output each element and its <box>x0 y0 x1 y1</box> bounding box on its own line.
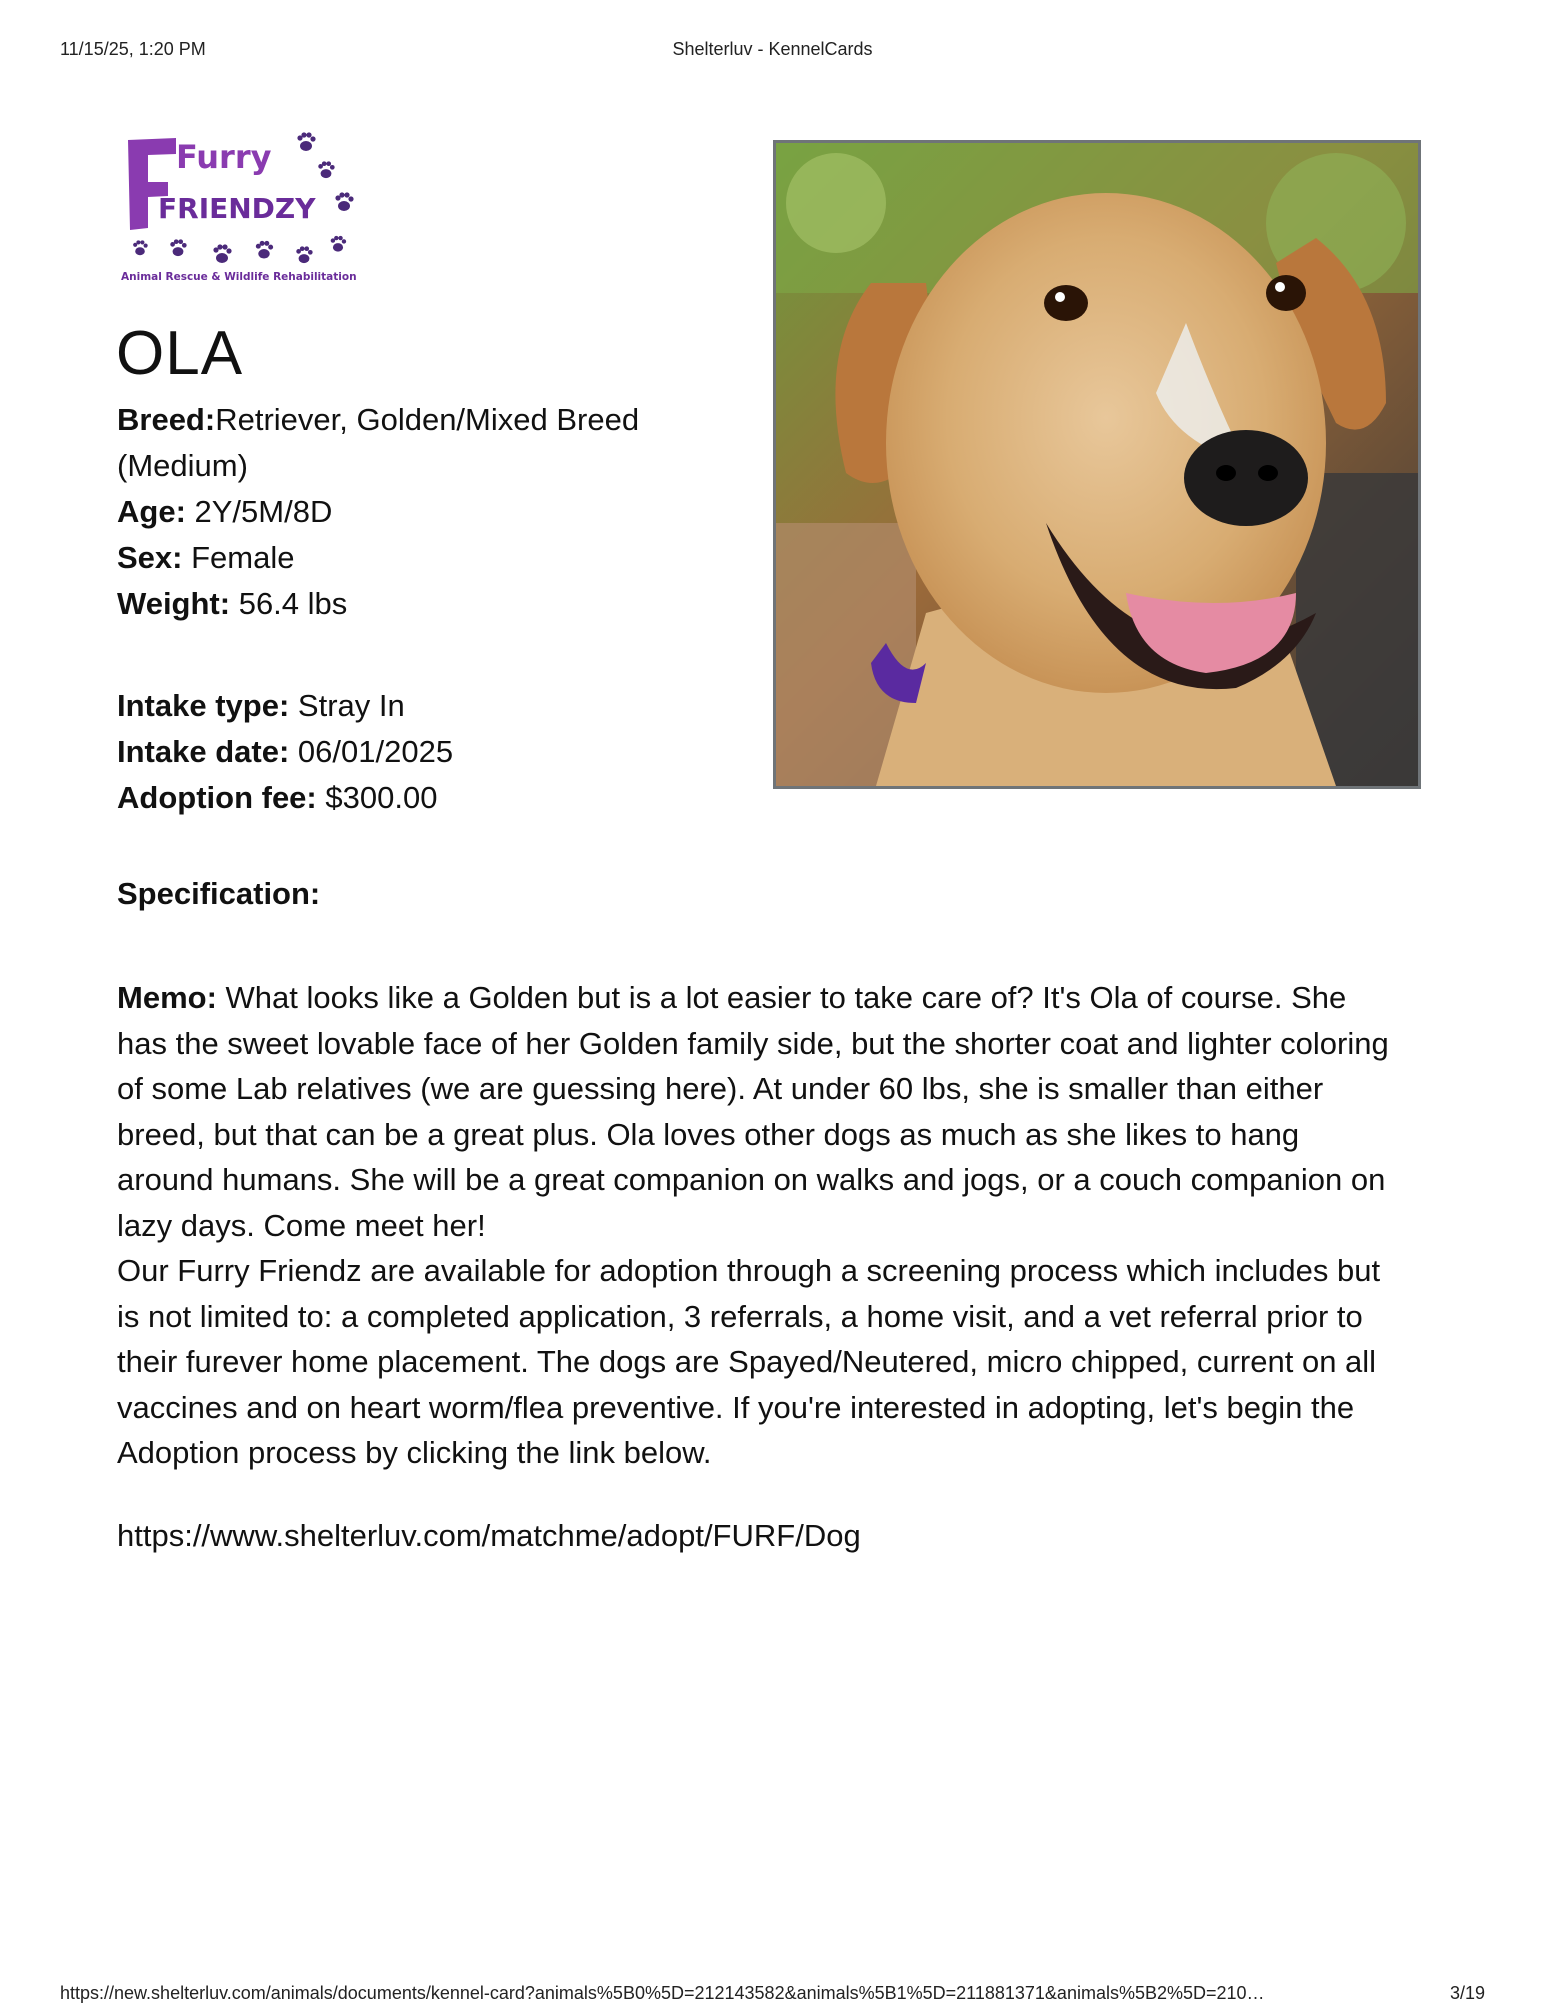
breed-row <box>117 397 677 489</box>
adoption-fee-label: Adoption fee: <box>117 780 317 815</box>
print-datetime: 11/15/25, 1:20 PM <box>60 39 206 59</box>
intake-details <box>117 683 453 821</box>
memo-text-1: What looks like a Golden but is a lot easier to take care of? It's Ola of course. She has the sweet lovable face of her Golden family side, but the shorter coat and lighter coloring of some Lab relatives (we are guessing here). At under 60 lbs, she is smaller than either breed, but that can be a great plus. Ola loves other dogs as much as she likes to hang around humans. She will be a great companion on walks and jogs, or a couch companion on lazy days. Come meet her! <box>117 980 1389 1243</box>
intake-date-value: 06/01/2025 <box>297 734 454 769</box>
intake-type-label: Intake type: <box>117 688 290 723</box>
memo-label: Memo: <box>117 980 217 1015</box>
paw-icon <box>335 192 353 211</box>
intake-date-label: Intake date: <box>117 734 290 769</box>
age-value: 2Y/5M/8D <box>194 494 333 529</box>
age-label: Age: <box>117 494 186 529</box>
print-page-title: Shelterluv - KennelCards <box>672 39 873 59</box>
weight-value: 56.4 lbs <box>238 586 348 621</box>
paw-icon <box>256 241 273 259</box>
sex-value: Female <box>191 540 295 575</box>
logo-word-furry: Furry <box>176 138 272 176</box>
paw-icon <box>297 132 315 151</box>
paw-icon <box>331 236 346 252</box>
logo-graphic <box>118 120 368 290</box>
dog-photo-graphic <box>776 143 1418 786</box>
age-row <box>117 489 677 535</box>
animal-details <box>117 397 677 627</box>
weight-row <box>117 581 677 627</box>
sex-label: Sex: <box>117 540 183 575</box>
dog-photo <box>773 140 1421 789</box>
adoption-fee-value: $300.00 <box>325 780 438 815</box>
intake-type-row <box>117 683 453 729</box>
animal-name: OLA <box>116 319 244 388</box>
weight-label: Weight: <box>117 586 231 621</box>
logo-word-friendzy: FRIENDZY <box>158 192 316 225</box>
page-number: 3/19 <box>1449 1983 1485 2003</box>
intake-type-value: Stray In <box>297 688 405 723</box>
paw-icon <box>296 246 312 263</box>
furry-friendz-logo <box>118 120 368 290</box>
intake-date-row <box>117 729 453 775</box>
memo-paragraph-2: Our Furry Friendz are available for adoption through a screening process which includes but is not limited to: a completed application, 3 referrals, a home visit, and a vet referral prior to their furever home placement. The dogs are Spayed/Neutered, micro chipped, current on all vaccines and on heart worm/flea preventive. If you're interested in adopting, let's begin the Adoption process by clicking the link below. <box>117 1253 1381 1470</box>
memo-paragraph-1 <box>117 975 1397 1248</box>
specification-heading: Specification: <box>117 876 321 911</box>
memo-section <box>117 975 1397 1476</box>
paw-icon <box>170 239 186 256</box>
adoption-fee-row <box>117 775 453 821</box>
adoption-link[interactable]: https://www.shelterluv.com/matchme/adopt/FURF/Dog <box>117 1518 861 1553</box>
sex-row <box>117 535 677 581</box>
paw-icon <box>318 161 334 178</box>
print-url: https://new.shelterluv.com/animals/documents/kennel-card?animals%5B0%5D=212143582&animals%5B1%5D=211881371&animals%5B2%5D=210… <box>60 1983 1265 2003</box>
paw-icon <box>133 240 148 255</box>
logo-tagline: Animal Rescue & Wildlife Rehabilitation <box>121 271 357 283</box>
breed-value: Retriever, Golden/Mixed Breed (Medium) <box>117 402 640 483</box>
paw-icon <box>213 244 231 263</box>
breed-label: Breed: <box>117 402 216 437</box>
